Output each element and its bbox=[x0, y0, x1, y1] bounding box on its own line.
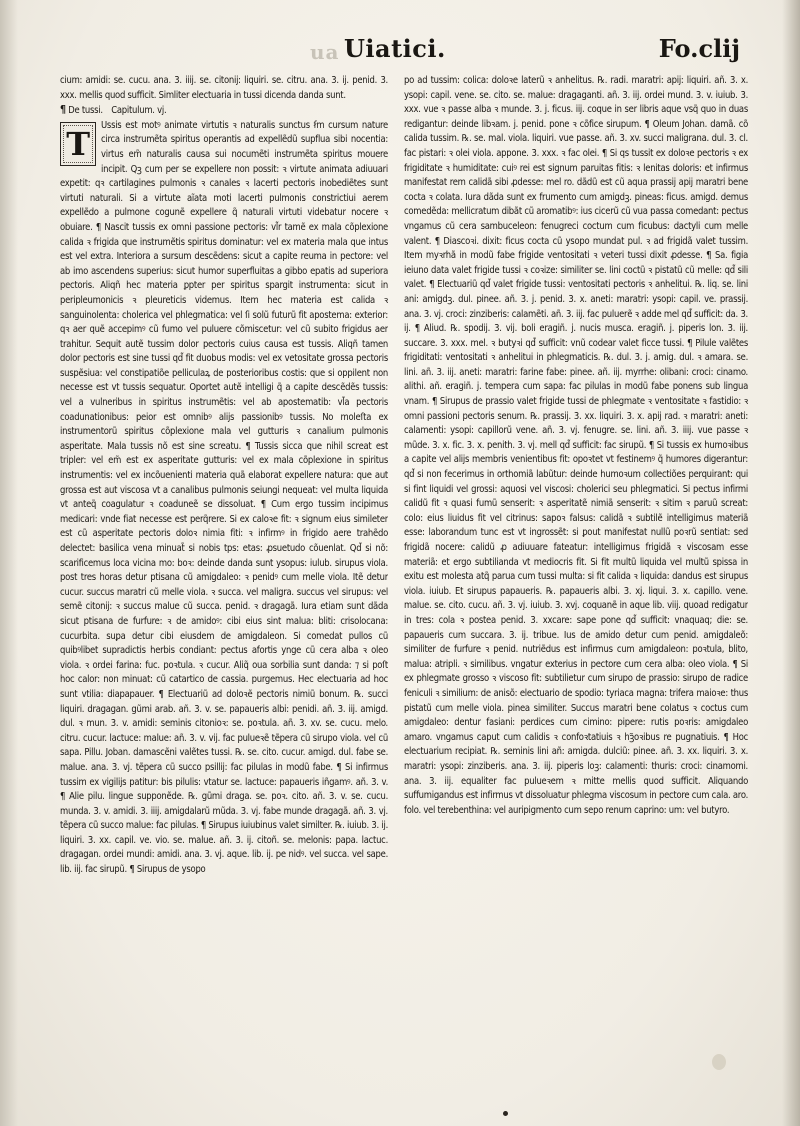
page-header bbox=[300, 30, 740, 70]
pilcrow-icon: ¶ bbox=[60, 104, 66, 117]
ink-dot bbox=[503, 1111, 508, 1116]
paper-stain bbox=[712, 1054, 726, 1070]
folio-number: Fo.clij bbox=[658, 34, 740, 63]
chapter-title: De tussi. bbox=[68, 105, 103, 117]
initial-letter: T bbox=[66, 124, 90, 163]
faded-show-through-word: ua bbox=[310, 40, 340, 64]
right-column-body: po ad tussim: colica: doloꝛe laterũ ꝛ anhelitus. ℞. radi. maratri: apij: liquiri. añ. 3. x. ysopi: capil. vene. se. cito. se. malue: dragaganti. añ. 3. iij. ordei mund. 3. v. iuiub. 3. xxx. vue ꝛ passe alba ꝛ munde. 3. j. ficus. iij. coque in ser libris aque vsq̃ quo in duas redigantur: deinde libꝛam. j. penid. pone ꝛ cõfice sirupum. ¶ Oleum Johan. damã. cõ calida tussim. ℞. se. mal. viola. liquiri. vue passe. añ. 3. xv. succi maligrana. dul. 3. cl. fac pistari: ꝛ olei viola. appone. 3. xxx. ꝛ fac olei. ¶ Si qs tussit ex doloꝛe pectoris ꝛ ex frigiditate ꝛ humiditate: cuiꝰ rei est signum paruitas fitis: ꝛ lenitas doloris: et infirmus manifestat rem calidã sibi ꝓdesse: mel ro. dãdũ est cũ aqua prassij apij maratri bene cocta ꝛ colata. Iura dãda sunt ex frumento cum amigdꝫ. pineas: ficus. amigd. demus comedẽda: mellicratum dibãt cũ aromatibꝰ: ius cicerũ cũ vua passa comedant: pectus vngamus cũ cera sambuceleon: fenugreci coctum cum ficubus: dactyli cum melle valent. ¶ Diascoꝛi. dixit: ficus cocta cũ ysopo mundat pul. ꝛ ad frigidã valet tussim. Item myꝛrhã in modũ fabe frigide ventositati ꝛ veteri tussi dixit ꝓdesse. ¶ Sa. figia ieiuno data valet frigide tussi ꝛ coꝛize: similiter se. lini coctũ ꝛ pistatũ cũ melle: qd̃ sili valet. ¶ Electuariũ qd̃ valet frigide tussi: ventositati pectoris ꝛ anhelitui. ℞. liq. se. lini ani: amigdꝫ. dul. pinee. añ. 3. j. penid. 3. x. aneti: maratri: ysopi: capil. ve. prassij. ana. 3. vj. croci: zinziberis: calamẽti. añ. 3. iij. fac puluerẽ ꝛ adde mel qd̃ sufficit: da. 3. ij. ¶ Aliud. ℞. spodij. 3. vij. boli eragiñ. j. nucis musca. eragiñ. j. piperis lon. 3. iij. succare. 3. xxx. mel. ꝛ butyꝛi qd̃ sufficit: vnũ codear valet ficce tussi. ¶ Pilule valẽtes frigiditati: ventositati ꝛ anhelitui in phlegmaticis. ℞. dul. 3. j. amig. dul. ꝛ amara. se. lini. añ. 3. iij. aneti: maratri: farine fabe: pinee. añ. iij. myrrhe: olibani: croci: cinamo. alithi. añ. eragiñ. j. tempera cum sapa: fac pilulas in modũ fabe ponens sub lingua vnam. ¶ Sirupus de prassio valet frigide tussi de phlegmate ꝛ ventositate ꝛ fastidio: ꝛ omni passioni pectoris senum. ℞. prassij. 3. xx. liquiri. 3. x. apij rad. ꝛ maratri: aneti: calamenti: ysopi: capillorũ vene. añ. 3. vj. fenugre. se. lini. añ. 3. iiij. vue passe ꝛ mũde. 3. x. fic. 3. x. penith. 3. vj. mell qd̃ sufficit: fac sirupũ. ¶ Si tussis ex humoꝛibus a capite vel alijs membris venientibus fit: opoꝛtet vt festinemꝰ q̃ humores digerantur: qd̃ si non fecerimus in orthomiã labũtur: deinde humoꝛum collectiões perquirant: qui si fint liquidi vel grossi: aquosi vel viscosi: cholerici seu phlegmatici. Si pectus infirmi calidũ fit ꝛ quasi fumũ senserit: ꝛ asperitatẽ nimiã senserit: ꝛ sitim ꝛ paruũ screat: colo: eius liuidus fit vel citrinus: sapoꝛ falsus: calidã ꝛ subtilẽ intelligimus materiã esse: laborandum tunc est vt ingrossẽt: si ꝑout manifestat nullũ poꝛrũ sentiat: sed frigidã nocere: calidũ ꝓ adiuuare fateatur: intelligimus frigidã ꝛ viscosam esse materiã: et ergo subtilianda vt mediocris fit. Si fit multũ liquida vel multũ spissa in exitu est molesta atq̃ parua cum tussi multa: si fit calida ꝛ liquida: dandus est sirupus viola. iuiub. Et sirupus papaueris. ℞. papaueris albi. 3. xj. liqui. 3. x. capillo. vene. malue. se. cito. cucu. añ. 3. vj. iuiub. 3. xvj. coquanẽ in aque lib. viij. quoad redigatur in tres: cola ꝛ postea penid. 3. xxcare: sape pone qd̃ sufficit: vnaquaq; die: se. papaueris cum succara. 3. ij. tribue. Ius de amido detur cum penid. amigdaleõ: similiter de furfure ꝛ penid. nutriẽdus est infirmus cum amigdaleon: poꝛtula, blito, malua: atripli. ꝛ similibus. vngatur exterius in pectore cum cera alba: oleo viola. ¶ Si ex phlegmate grosso ꝛ viscoso fit: subtilietur cum sirupo de prassio: sirupo de radice feniculi ꝛ similium: de anisõ: electuario de spodio: tyriaca magna: trifera maioꝛe: thus pistatũ cum melle viola. pinea similiter. Succus maratri bene colatus ꝛ coctus cum amigdaleo: dentur fasiani: perdices cum cimino: pipere: rutis poꝛris: amigdaleo amaro. vngamus caput cum calidis ꝛ confoꝛtatiuis ꝛ hꝫ̃oꝛibus re pugnatiuis. ¶ Hoc electuarium recipiat. ℞. seminis lini añ: amigda. dulciũ: pinee. añ. 3. xx. liquiri. 3. x. maratri: ysopi: zinziberis. ana. 3. iij. piperis loꝫ: calamenti: thuris: croci: cinamomi. ana. 3. iij. equaliter fac pulueꝛem ꝛ mitte mellis quod sufficit. Aliquando suffumigandus est infirmus vt dissoluatur phlegma viscosum in pectore cum cala. aro. folo. vel terebenthina: vel auripigmento cum sepo renum caprino: um: vel butyro. bbox=[404, 75, 748, 816]
left-column bbox=[60, 74, 388, 1084]
running-title: Uiatici. bbox=[344, 34, 446, 63]
right-column bbox=[404, 74, 748, 1084]
decorated-initial bbox=[60, 122, 96, 166]
page-edge-shadow-right bbox=[782, 0, 800, 1126]
left-column-body: Ussis est motꝰ animate virtutis ꝛ naturalis sunctus ẜm cursum nature circa instrumẽta spiritus operantis ad expellẽdũ supflua sibi nocentia: virtus em̃ naturalis causa sui nocumẽti instrumẽta spiritus mouere incipit. Qꝫ cum per se expellere non possit: ꝛ virtute animata adiuuari expetit: qꝛ cartilagines pulmonis ꝛ canales ꝛ lacerti pectoris inobediẽtes sunt virtuti naturali. Si a virtute aĩata moti lacerti pulmonis constrictiui aerem expellẽdo a pulmone cogunẽ expellere q̃ naturali virtuti videbatur nocere ꝛ obuiare. ¶ Nascit tussis ex omni passione pectoris: vl̃r tamẽ ex mala cõplexione calida ꝛ frigida que instrumẽtis spiritus dominatur: vel ex materia mala que intus est vel extra. Interiora a sursum descẽdens: sicut a capite reuma in pectore: vel ab imo ascendens superius: sicut humor superfluitas a gibbo epatis ad superiora pectoris. Aliqñ hec materia ꝑpter per spiritus spargit instrumenta: sicut in peripleumonicis ꝛ pleureticis videmus. Item hec materia est calida ꝛ sanguinolenta: cholerica vel phlegmatica: vel ſi solũ futurũ fit apostema: exterior: qꝛ aer quẽ accepimꝰ cũ fumo vel puluere cõmiscetur: vel cũ subito frigidus aer trahitur. Sequit autẽ tussim dolor pectoris cuius causa est tussis. Aliqñ tamen dolor pectoris est sine tussi qd̃ fit duobus modis: vel ex vetositate grossa pectoris suspẽsiua: vel constipatiõe pelliculaꝝ de posterioribus costis: que si oppilent non necesse est vt tussis sequatur. Oportet autẽ intelligi q̃ a capite descẽdẽs tussis: vel a vulneribus in spiritus instrumẽtis: vel ab apostematib: vl̃a pectoris coadunationibus: peior est omnibꝰ alijs passionibꝰ tussis. No moleſta ex instrumentorũ spiritus cõplexione mala vel gutturis ꝛ canalium pulmonis asperitate. Mala tussis nõ est sine screatu. ¶ Tussis sicca que nihil screat est tripler: vel em̃ est ex asperitate gutturis: vel ex mala cõplexione in spiritus instrumentis: vel ex incõuenienti materia quã elaborat expellere natura: que aut grossa est aut viscosa vt a canalibus pulmonis seiungi nequeat: vel multa liquida vt anteq̃ coagulatur ꝛ coaduneẽ se dissoluat. ¶ Cum ergo tussim incipimus medicari: vnde fiat necesse est perq̃rere. Si ex caloꝛe fit: ꝛ signum eius simileter est cũ asperitate pectoris doloꝛ nimia fiti: ꝛ infirmꝰ in frigido aere trahẽdo delectet: basilica vena minuat̃ si nobis tps: etas: ꝓsuetudo cõuenlat. Qd̃ si nõ: scarificemus loca vicina mo: boꝛ: deinde danda sunt ysopus: iulub. sirupus viola. post tres horas detur ptisana cũ amigdaleo: ꝛ penidꝰ cum melle viola. Itẽ detur cucur. succus maratri cũ melle viola. ꝛ succa. vel maligra. succus vel sirupus: vel semẽ citonij: ꝛ succus malue cũ succa. penid. ꝛ dragagã. Iura etiam sunt dãda sicut ptisana de furfure: ꝛ de amidoꝰ: cibi eius sint malua: bliti: crisolocana: cucurbita. suꝑa detur cibi eiusdem de amigdaleon. Si comedat pullos cũ quibꝰlibet supradictis herbis condiant: pectus afortis ynge cũ cera alba ꝛ oleo viola. ꝛ ordei farina: fuc. poꝛtula. ꝛ cucur. Aliq̃ oua sorbilia sunt danda: ⁊ si poſt hoc calor: non minuat: cũ catartico de cassia. purgemus. Hec electuaria ad hoc sunt vtilia: diapapauer. ¶ Electuariũ ad doloꝛẽ pectoris nimiũ bonum. ℞. succi liquiri. dragagan. gũmi arab. añ. 3. v. se. papaueris albi: penidi. añ. 3. iij. amigd. dul. ꝛ mun. 3. v. amidi: seminis citonioꝛ: se. poꝛtula. añ. 3. xv. se. cucu. melo. citru. cucur. lactuce: malue: añ. 3. v. vij. fac pulueꝛẽ tẽpera cũ sirupo viola. vel cũ sapa. Pillu. Joban. damascẽni valẽtes tussi. ℞. se. cito. cucur. amigd. dul. fabe se. malue. ana. 3. vj. tẽpera cũ succo psillij: fac pilulas in modũ fabe. ¶ Si infirmus tussim ex vigilijs patitur: bis pilulis: vtatur se. lactuce: papaueris iñgamꝰ. añ. 3. v. ¶ Alie pilu. lingue supponẽde. ℞. gũmi draga. se. poꝛ. cito. añ. 3. v. se. cucu. munda. 3. v. amidi. 3. iiij. amigdalarũ mũda. 3. vj. fabe munde dragagã. añ. 3. vj. tẽpera cũ succo malue: fac pilulas. ¶ Sirupus iuiubinus valet similter. ℞. iuiub. 3. ij. liquiri. 3. xx. capil. ve. vio. se. malue. añ. 3. ij. citoñ. se. melonis: papa. lactuc. dragagan. ordei mundi: amidi. ana. 3. vj. aque. lib. ij. pe nidꝰ. vel succa. vel sape. lib. iij. fac sirupũ. ¶ Sirupus de ysoꝑo bbox=[60, 119, 388, 876]
opening-lines: cium: amidi: se. cucu. ana. 3. iiij. se. citonij: liquiri. se. citru. ana. 3. ij. penid. 3. xxx. mellis quod sufficit. Simliter electuaria in tussi dicenda danda sunt. bbox=[60, 75, 388, 101]
chapter-label: Capitulum. vj. bbox=[111, 105, 167, 117]
page-edge-shadow-left bbox=[0, 0, 18, 1126]
chapter-heading bbox=[60, 103, 388, 119]
